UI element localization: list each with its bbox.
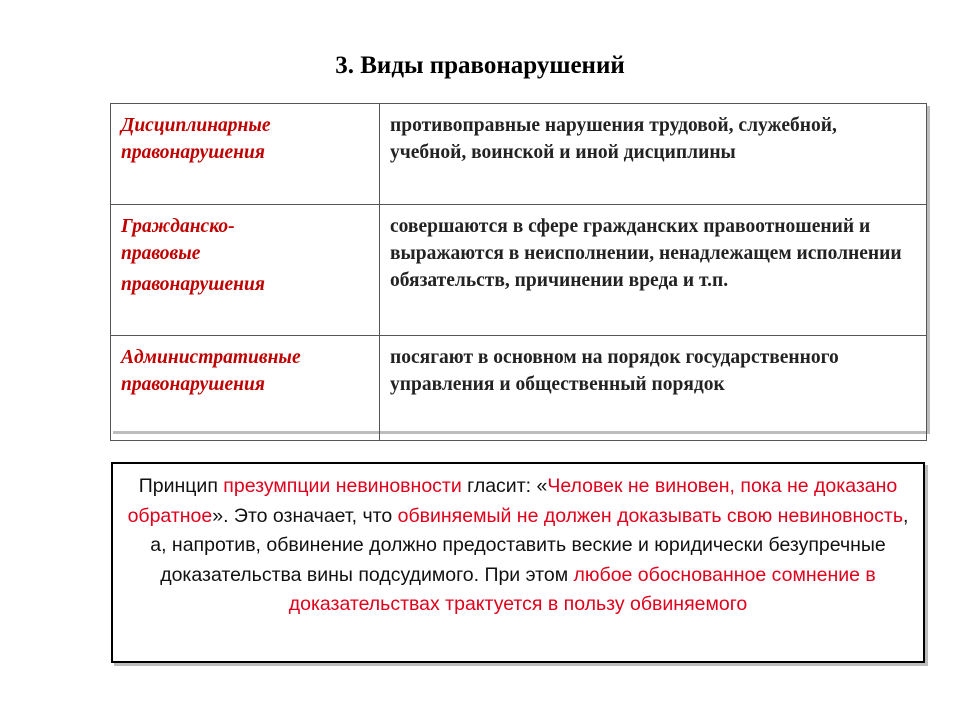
offense-types-table-wrapper	[110, 103, 927, 431]
principle-text: ». Это означает, что	[212, 504, 398, 527]
principle-highlight: обвиняемый не должен доказывать свою невиновность	[397, 504, 903, 527]
term-cell	[111, 104, 380, 205]
slide-title: 3. Виды правонарушений	[335, 52, 625, 79]
description-cell: совершаются в сфере гражданских правоотношений и выражаются в неисполнении, ненадлежащем исполнении обязательств, причинении вреда и т.п.	[380, 205, 927, 336]
principle-text: гласит: «	[461, 475, 548, 497]
principle-text: Принцип	[138, 475, 224, 497]
term-line: правовые	[121, 243, 201, 264]
term-line: правонарушения	[121, 142, 265, 163]
term-line: правонарушения	[121, 274, 265, 295]
description-cell: противоправные нарушения трудовой, служебной, учебной, воинской и иной дисциплины	[380, 104, 927, 205]
table-row	[111, 205, 927, 336]
term-cell	[111, 336, 380, 441]
table-row	[111, 336, 927, 441]
term-cell	[111, 205, 380, 336]
principle-highlight: презумпции невиновности	[223, 475, 462, 497]
principle-highlight: любое обоснованное сомнение в доказательствах трактуется в пользу обвиняемого	[288, 563, 876, 615]
table-row	[111, 104, 927, 205]
description-cell: посягают в основном на порядок государственного управления и общественный порядок	[380, 336, 927, 441]
principle-text: , а, напротив, обвинение должно предоставить веские и юридически безупречные доказательства вины подсудимого. При этом	[150, 504, 909, 586]
offense-types-table	[110, 103, 927, 441]
presumption-of-innocence-box	[111, 462, 925, 663]
term-line: правонарушения	[121, 374, 265, 395]
term-line: Гражданско-	[121, 216, 235, 237]
term-line: Административные	[121, 347, 301, 368]
term-line: Дисциплинарные	[121, 115, 271, 136]
principle-quote: Человек не виновен, пока не доказано обратное	[127, 475, 898, 527]
